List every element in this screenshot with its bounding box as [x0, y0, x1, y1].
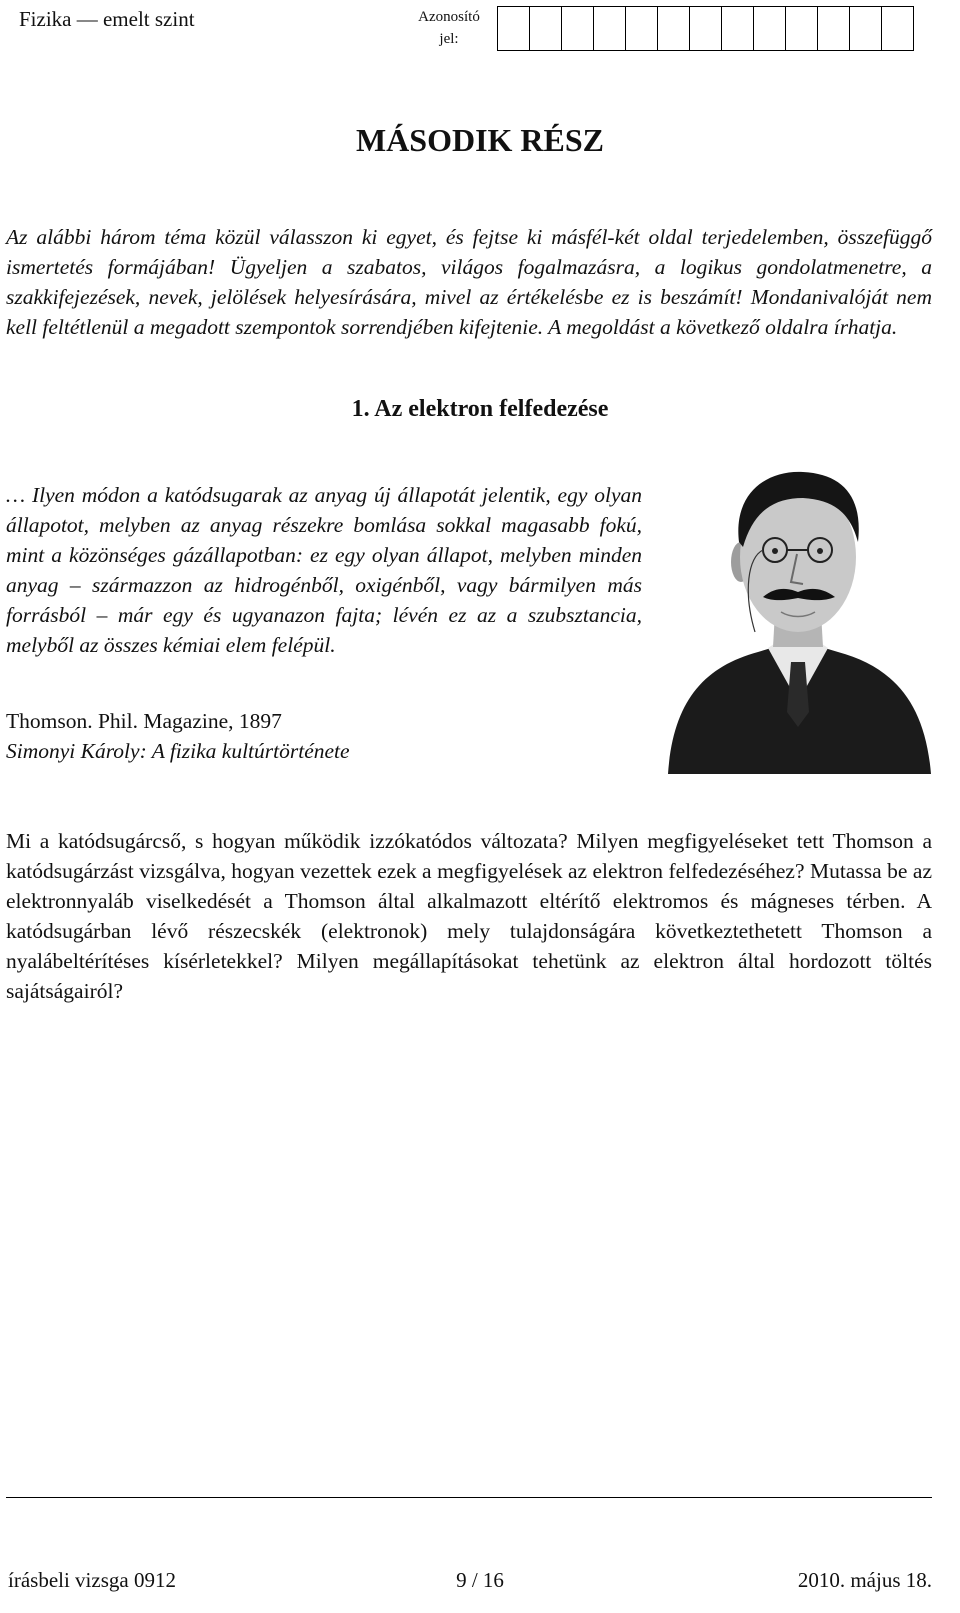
footer-exam-code: írásbeli vizsga 0912: [8, 1568, 176, 1592]
id-box[interactable]: [785, 6, 818, 51]
id-box[interactable]: [657, 6, 690, 51]
id-box[interactable]: [497, 6, 530, 51]
quote-source-journal: Thomson. Phil. Magazine, 1897: [6, 709, 282, 733]
thomson-portrait-image: [663, 462, 933, 774]
id-box[interactable]: [625, 6, 658, 51]
page-header: [0, 0, 960, 56]
id-box[interactable]: [529, 6, 562, 51]
id-box[interactable]: [721, 6, 754, 51]
id-boxes: [497, 6, 914, 51]
quote-text: … Ilyen módon a katódsugarak az anyag új állapotát jelentik, egy olyan állapotot, melyben az anyag részekre bomlása sokkal magasabb fokú, mint a közönséges gázállapotban: ez egy olyan állapot, melyben minden anyag – származzon az hidrogénből, oxigénből, vagy bármilyen más forrásból – már egy és ugyanazon fajta; lévén ez az a szubsztancia, melyből az összes kémiai elem felépül.: [6, 483, 642, 657]
id-box[interactable]: [817, 6, 850, 51]
footer-page-number: 9 / 16: [456, 1568, 504, 1592]
id-box[interactable]: [689, 6, 722, 51]
id-label: Azonosító jel:: [418, 9, 480, 47]
id-box[interactable]: [881, 6, 914, 51]
header-title: Fizika — emelt szint: [19, 7, 195, 31]
id-box[interactable]: [753, 6, 786, 51]
id-box[interactable]: [849, 6, 882, 51]
instructions: Az alábbi három téma közül válasszon ki egyet, és fejtse ki másfél-két oldal terjedelemben, összefüggő ismertetés formájában! Ügyeljen a szabatos, világos fogalmazásra, a logikus gondolatmenetre, a szakkifejezések, nevek, jelölések helyesírására, mivel az értékelésbe ez is beszámít! Mondanivalóját nem kell feltétlenül a megadott szempontok sorrendjében kifejtenie. A megoldást a következő oldalra írhatja.: [6, 225, 932, 339]
topic-title: 1. Az elektron felfedezése: [351, 396, 609, 422]
question-text: Mi a katódsugárcső, s hogyan működik izzókatódos változata? Milyen megfigyeléseket tett Thomson a katódsugárzást vizsgálva, hogyan vezettek ezek a megfigyelések az elektron felfedezéséhez? Mutassa be az elektronnyaláb viselkedését a Thomson által alkalmazott eltérítő elektromos és mágneses térben. A katódsugárban lévő részecskék (elektronok) mely tulajdonságára következtethetett Thomson a nyalábeltérítéses kísérletekkel? Milyen megállapításokat tehetünk az elektron által hordozott töltés sajátságairól?: [6, 829, 932, 1003]
section-title: MÁSODIK RÉSZ: [355, 122, 605, 158]
footer-divider: [6, 1497, 932, 1498]
footer-date: 2010. május 18.: [797, 1568, 932, 1592]
quote-source-book: Simonyi Károly: A fizika kultúrtörténete: [6, 739, 350, 763]
id-box[interactable]: [593, 6, 626, 51]
id-box[interactable]: [561, 6, 594, 51]
